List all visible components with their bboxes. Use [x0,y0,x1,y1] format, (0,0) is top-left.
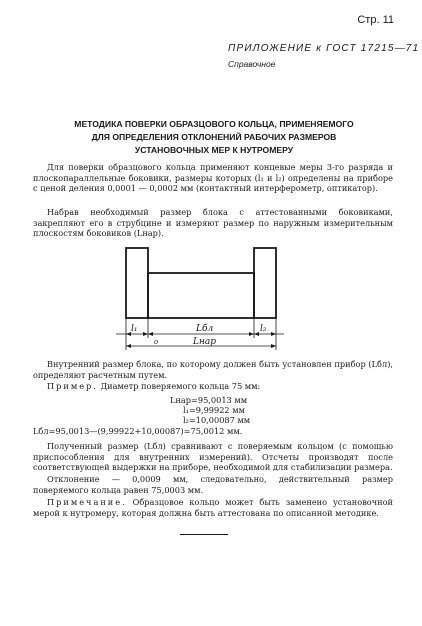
formula-l1: l₁=9,99922 мм [183,405,245,415]
label-l2: l₂ [260,324,267,334]
title-line-3: УСТАНОВОЧНЫХ МЕР К НУТРОМЕРУ [134,145,294,155]
closing-rule [180,534,228,535]
example-text: Диаметр поверяемого кольца 75 мм: [97,381,261,391]
right-side-plate [254,248,276,318]
note-text: Образцовое кольцо может быть заменено установочной мерой к нутромеру, которая должна быть аттестована по описанной методике. [33,497,393,518]
title-line-2: ДЛЯ ОПРЕДЕЛЕНИЯ ОТКЛОНЕНИЙ РАБОЧИХ РАЗМЕРОВ [91,132,337,142]
label-l1: l₁ [131,324,138,334]
formula-block-size: Lбл=95,0013—(9,99922+10,00087)=75,0012 мм. [33,426,243,436]
label-block-length: Lбл [196,324,214,334]
note [33,497,393,518]
formula-outer-size: Lнар=95,0013 мм [170,395,248,405]
reference-note: Справочное [228,59,276,69]
gauge-block-diagram [96,243,296,351]
gauge-block [148,273,254,318]
title-line-1: МЕТОДИКА ПОВЕРКИ ОБРАЗЦОВОГО КОЛЬЦА, ПРИМЕНЯЕМОГО [74,119,354,129]
formula-l2: l₂=10,00087 мм [183,415,251,425]
left-side-plate [126,248,148,318]
example-label: Пример. [47,381,98,391]
document-title [40,118,388,157]
paragraph-2: Набрав необходимый размер блока с аттестованными боковиками, закрепляют его в струбцине и измеряют размер по наружным измерительным плоскостям боковиков (Lнар). [33,207,393,239]
paragraph-3: Внутренний размер блока, по которому должен быть установлен прибор (Lбл), определяют расчетным путем. [33,359,393,380]
example-line [33,381,393,392]
paragraph-5: Отклонение — 0,0009 мм, следовательно, действительный размер поверяемого кольца равен 75,0003 мм. [33,474,393,495]
note-label: Примечание. [47,497,127,507]
label-o: o [154,338,159,346]
label-outer-length: Lнар [193,337,217,347]
page-number: Стр. 11 [357,14,394,26]
paragraph-1: Для поверки образцового кольца применяют концевые меры 3-го разряда и плоскопараллельные боковики, размеры которых (l₁ и l₂) определены на приборе с ценой деления 0,0001 — 0,0002 мм (контактный интерферометр, оптикатор). [33,162,393,194]
paragraph-4: Полученный размер (Lбл) сравнивают с поверяемым кольцом (с помощью приспособления для внутренних измерений). Отсчеты производят после соответствующей выдержки на приборе, необходимой для стабилизации размера. [33,441,393,473]
appendix-heading: ПРИЛОЖЕНИЕ к ГОСТ 17215—71 [228,43,420,54]
